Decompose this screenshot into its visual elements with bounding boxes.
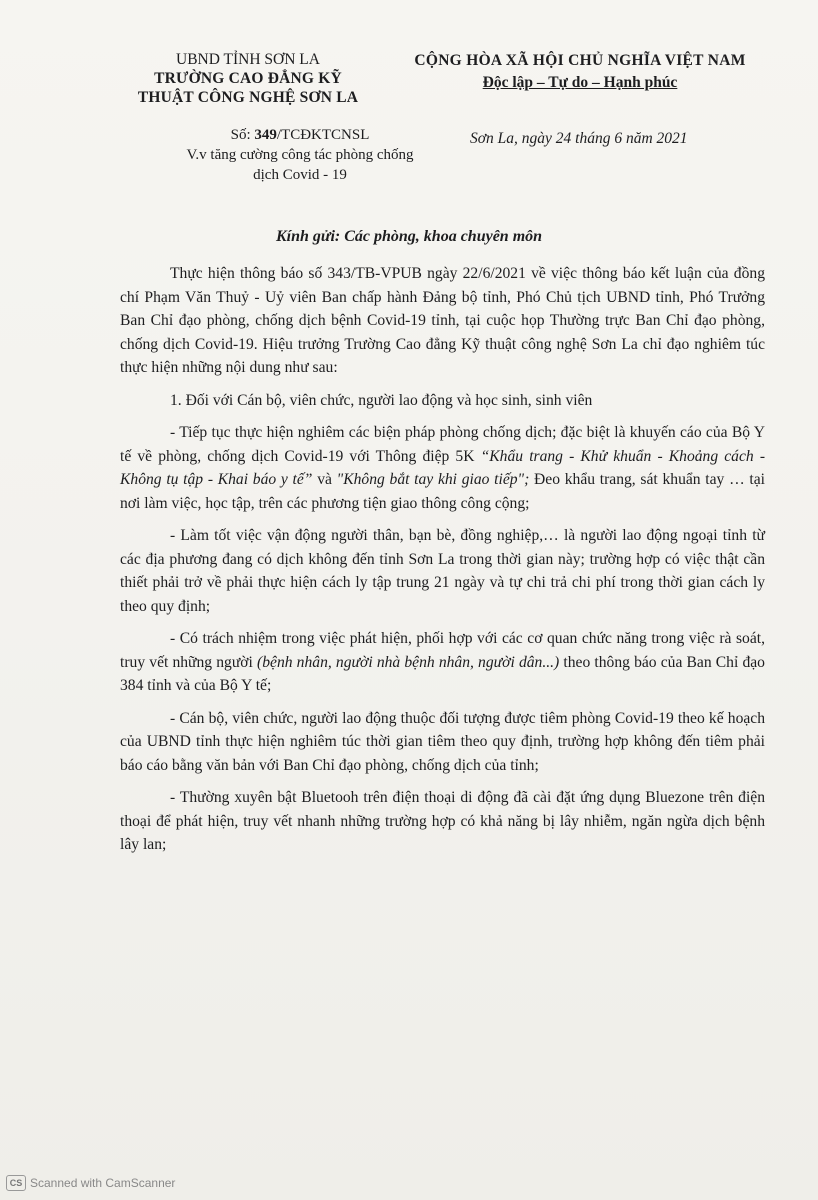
measure-paragraph-vaccination: - Cán bộ, viên chức, người lao động thuộc đối tượng được tiêm phòng Covid-19 theo kế hoạch của UBND tỉnh thực hiện nghiêm túc thời gian tiêm theo quy định, trường hợp không đến tiêm phải báo cáo bằng văn bản với Ban Chỉ đạo phòng, chống dịch của tỉnh; (120, 709, 765, 774)
intro-paragraph: Thực hiện thông báo số 343/TB-VPUB ngày 22/6/2021 về việc thông báo kết luận của đồng chí Phạm Văn Thuỷ - Uỷ viên Ban chấp hành Đảng bộ tỉnh, Phó Chủ tịch UBND tỉnh, Phó Trưởng Ban Chỉ đạo phòng, chống dịch bệnh Covid-19 tỉnh, tại cuộc họp Thường trực Ban Chỉ đạo phòng, chống dịch Covid-19. Hiệu trưởng Trường Cao đẳng Kỹ thuật công nghệ Sơn La chỉ đạo nghiêm túc thực hiện những nội dung như sau: (120, 265, 765, 376)
subject-line1: V.v tăng cường công tác phòng chống (186, 147, 414, 163)
measure-paragraph-tracing: - Có trách nhiệm trong việc phát hiện, phối hợp với các cơ quan chức năng trong việc rà soát, truy vết những người (bệnh nhân, người nhà bệnh nhân, người dân...) theo thông báo của Ban Chỉ đạo 384 tỉnh và của Bộ Y tế; (120, 630, 765, 694)
measure-paragraph-bluezone: - Thường xuyên bật Bluetooh trên điện thoại di động đã cài đặt ứng dụng Bluezone trên điện thoại để phát hiện, truy vết nhanh những trường hợp có khả năng bị lây nhiễm, ngăn ngừa dịch bệnh lây lan; (120, 789, 765, 853)
document-number: Số: 349/TCĐKTCNSL (230, 127, 370, 143)
recipient-line: Kính gửi: Các phòng, khoa chuyên môn (275, 228, 543, 245)
camscanner-logo-icon: CS (6, 1175, 26, 1191)
subject-line2: dịch Covid - 19 (253, 167, 347, 183)
national-motto: Độc lập – Tự do – Hạnh phúc (482, 74, 678, 91)
agency-name: UBND TỈNH SƠN LA (176, 51, 320, 68)
document-body (120, 262, 765, 866)
scanner-watermark (6, 1175, 175, 1191)
measure-paragraph-5k: - Tiếp tục thực hiện nghiêm các biện pháp phòng chống dịch; đặc biệt là khuyến cáo của Bộ Y tế về phòng, chống dịch Covid-19 với Thông điệp 5K “Khẩu trang - Khử khuẩn - Khoảng cách - Không tụ tập - Khai báo y tế” và "Không bắt tay khi giao tiếp"; Đeo khẩu trang, sát khuẩn tay … tại nơi làm việc, học tập, trên các phương tiện giao thông công cộng; (120, 424, 766, 512)
issue-date: Sơn La, ngày 24 tháng 6 năm 2021 (470, 130, 688, 147)
issuing-agency-block (98, 50, 398, 107)
section-heading: 1. Đối với Cán bộ, viên chức, người lao động và học sinh, sinh viên (170, 391, 593, 409)
school-name-line2: THUẬT CÔNG NGHỆ SƠN LA (137, 89, 359, 106)
school-name-line1: TRƯỜNG CAO ĐẲNG KỸ (154, 70, 342, 87)
measure-paragraph-mobilize: - Làm tốt việc vận động người thân, bạn bè, đồng nghiệp,… là người lao động ngoại tỉnh từ các địa phương đang có dịch không đến tỉnh Sơn La trong thời gian này; trường hợp có việc thật cần thiết phải trở về phải thực hiện cách ly tập trung 21 ngày và tự chi trả chi phí trong thời gian cách ly theo quy định; (120, 527, 765, 615)
scanner-watermark-text: Scanned with CamScanner (30, 1176, 176, 1190)
national-title-block (380, 50, 780, 94)
document-reference (150, 125, 450, 185)
nation-title: CỘNG HÒA XÃ HỘI CHỦ NGHĨA VIỆT NAM (414, 52, 746, 69)
